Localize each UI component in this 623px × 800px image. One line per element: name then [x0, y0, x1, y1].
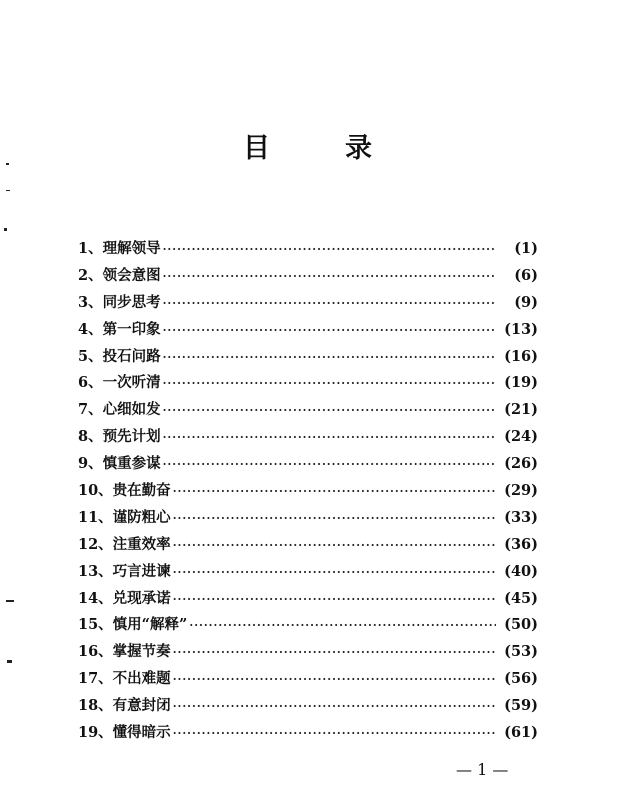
toc-entry-page: (26)	[504, 455, 538, 473]
toc-entry[interactable]	[78, 371, 538, 398]
toc-entry-page: (53)	[504, 643, 538, 661]
scan-speck	[6, 600, 14, 602]
dot-leader	[163, 377, 496, 390]
scan-speck	[6, 163, 9, 165]
toc-entry-page: (33)	[504, 508, 538, 526]
toc-entry-page: (29)	[504, 482, 538, 500]
toc-entry-page: (21)	[504, 401, 538, 419]
dot-leader	[173, 727, 496, 740]
page-number: — 1 —	[456, 760, 509, 779]
title-char-2: 录	[345, 133, 372, 164]
toc-entry-page: (19)	[504, 374, 538, 392]
toc-entry-title: 5、投石问路	[78, 347, 161, 365]
toc-entry[interactable]	[78, 694, 538, 721]
table-of-contents	[78, 237, 538, 748]
toc-entry[interactable]	[78, 506, 538, 533]
toc-entry-page: (16)	[504, 347, 538, 365]
toc-entry-title: 11、谨防粗心	[78, 508, 171, 526]
dot-leader	[163, 351, 496, 364]
toc-entry[interactable]	[78, 533, 538, 560]
toc-entry[interactable]	[78, 264, 538, 291]
toc-entry-title: 13、巧言进谏	[78, 562, 171, 580]
toc-entry-title: 4、第一印象	[78, 320, 161, 338]
dot-leader	[173, 512, 496, 525]
toc-entry[interactable]	[78, 640, 538, 667]
title-char-1: 目	[243, 133, 270, 164]
dot-leader	[173, 593, 496, 606]
dot-leader	[163, 431, 496, 444]
toc-entry-title: 19、懂得暗示	[78, 724, 171, 742]
toc-entry[interactable]	[78, 237, 538, 264]
toc-entry[interactable]	[78, 318, 538, 345]
dot-leader	[163, 404, 496, 417]
toc-entry[interactable]	[78, 345, 538, 372]
toc-entry-title: 8、预先计划	[78, 428, 161, 446]
toc-entry-title: 7、心细如发	[78, 401, 161, 419]
toc-entry-page: (6)	[514, 266, 538, 284]
toc-entry-page: (50)	[504, 616, 538, 634]
toc-entry[interactable]	[78, 613, 538, 640]
dot-leader	[173, 539, 496, 552]
toc-entry-page: (9)	[514, 293, 538, 311]
toc-entry-title: 17、不出难题	[78, 670, 171, 688]
dot-leader	[173, 646, 496, 659]
toc-entry-page: (1)	[514, 240, 538, 257]
toc-entry-title: 2、领会意图	[78, 266, 161, 284]
toc-entry-title: 3、同步思考	[78, 293, 161, 311]
toc-entry-page: (56)	[504, 670, 538, 688]
toc-entry-page: (36)	[504, 535, 538, 553]
dot-leader	[163, 297, 496, 310]
toc-entry[interactable]	[78, 452, 538, 479]
toc-entry-page: (61)	[504, 724, 538, 742]
toc-entry[interactable]	[78, 667, 538, 694]
toc-entry-page: (59)	[504, 697, 538, 715]
toc-entry[interactable]	[78, 425, 538, 452]
toc-entry-page: (24)	[504, 428, 538, 446]
dot-leader	[173, 485, 496, 498]
dot-leader	[163, 270, 496, 283]
toc-entry-title: 9、慎重参谋	[78, 455, 161, 473]
dot-leader	[173, 566, 496, 579]
dot-leader	[189, 619, 496, 632]
toc-entry[interactable]	[78, 291, 538, 318]
dot-leader	[163, 324, 496, 337]
toc-entry[interactable]	[78, 560, 538, 587]
toc-entry-page: (40)	[504, 562, 538, 580]
toc-entry[interactable]	[78, 398, 538, 425]
scan-speck	[6, 190, 10, 191]
toc-entry-title: 12、注重效率	[78, 535, 171, 553]
toc-entry-title: 16、掌握节奏	[78, 643, 171, 661]
toc-entry-title: 15、慎用“解释”	[78, 616, 188, 634]
scan-speck	[7, 660, 12, 663]
toc-entry[interactable]	[78, 479, 538, 506]
toc-entry-title: 18、有意封闭	[78, 697, 171, 715]
toc-entry-page: (13)	[504, 320, 538, 338]
dot-leader	[173, 673, 496, 686]
toc-entry[interactable]	[78, 587, 538, 614]
scan-speck	[4, 228, 7, 231]
dot-leader	[173, 700, 496, 713]
toc-entry-title: 1、理解领导	[78, 240, 161, 257]
dot-leader	[163, 243, 496, 256]
toc-entry-page: (45)	[504, 589, 538, 607]
toc-entry-title: 14、兑现承诺	[78, 589, 171, 607]
dot-leader	[163, 458, 496, 471]
toc-entry-title: 6、一次听清	[78, 374, 161, 392]
toc-entry-title: 10、贵在勤奋	[78, 482, 171, 500]
toc-entry[interactable]	[78, 721, 538, 748]
